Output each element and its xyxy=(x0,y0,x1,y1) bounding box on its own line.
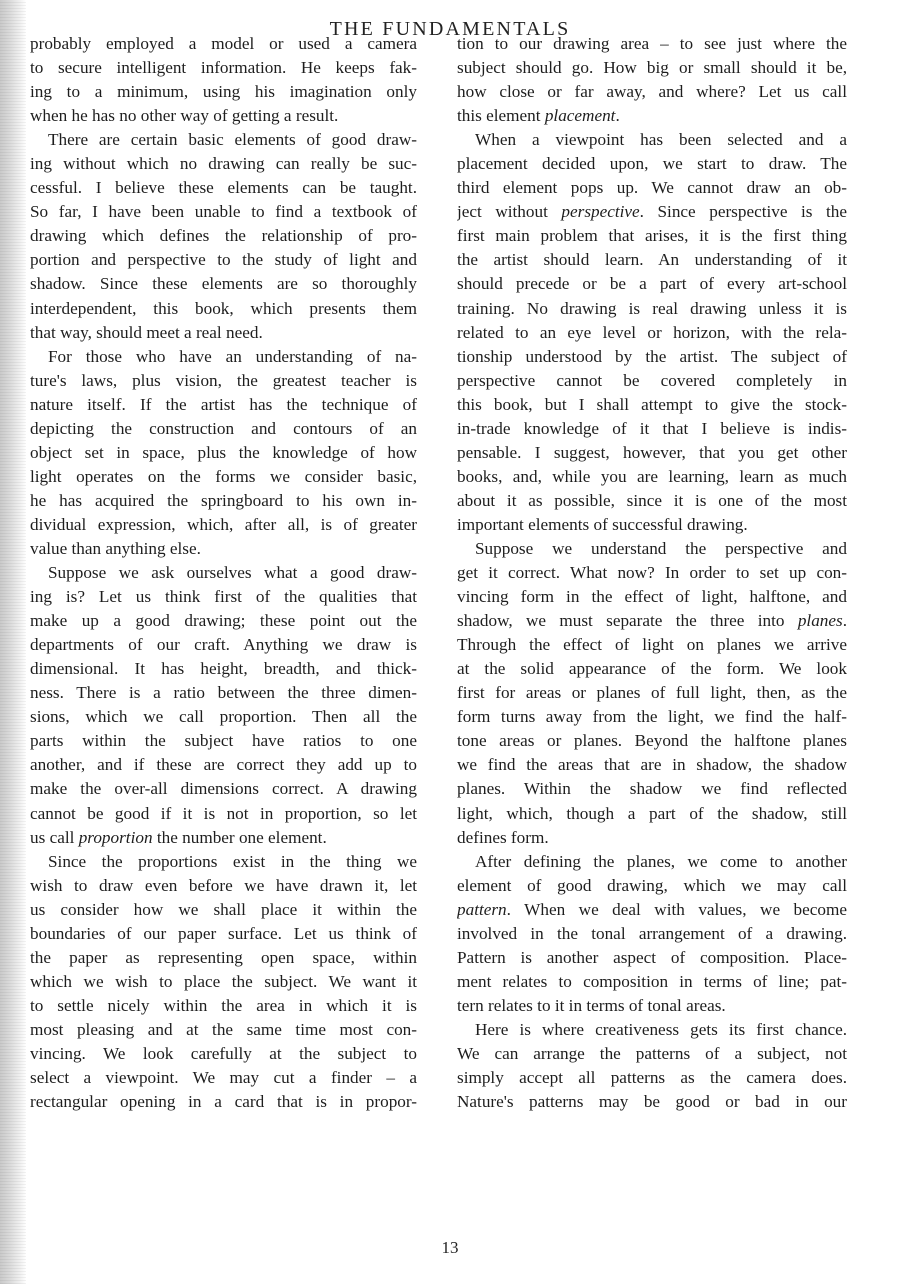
text-line: ing to a minimum, using his imagination only xyxy=(30,82,417,102)
emphasized-term: pattern xyxy=(457,899,507,919)
text-line: get it correct. What now? In order to set up con- xyxy=(457,563,847,583)
text-line: books, and, while you are learning, learn as much xyxy=(457,466,847,486)
text-line: tern relates to it in terms of tonal areas. xyxy=(457,995,726,1015)
emphasized-term: perspective xyxy=(561,202,640,222)
text-line: dimensional. It has height, breadth, and thick- xyxy=(30,659,417,679)
text-line: planes. Within the shadow we find reflected xyxy=(457,779,847,799)
paragraph xyxy=(30,32,417,128)
text-line: Suppose we understand the perspective and xyxy=(475,538,847,558)
text-line: should precede or be a part of every art-school xyxy=(457,274,847,294)
text-line: ness. There is a ratio between the three dimen- xyxy=(30,683,417,703)
text-line: ing without which no drawing can really be suc- xyxy=(30,154,417,174)
text-line: So far, I have been unable to find a textbook of xyxy=(30,202,417,222)
text-line: the paper as representing open space, within xyxy=(30,947,417,967)
text-line: placement decided upon, we start to draw. The xyxy=(457,154,847,174)
emphasized-term: placement xyxy=(544,106,616,126)
text-line: cessful. I believe these elements can be taught. xyxy=(30,178,417,198)
text-line: form turns away from the light, we find the half- xyxy=(457,707,847,727)
text-line: boundaries of our paper surface. Let us think of xyxy=(30,923,417,943)
text-line: make up a good drawing; these point out the xyxy=(30,611,417,631)
page-number: 13 xyxy=(441,1238,459,1257)
left-column xyxy=(30,32,417,1114)
text-line: most pleasing and at the same time most con- xyxy=(30,1019,417,1039)
text-line: this element placement. xyxy=(457,106,620,126)
scan-edge-shading xyxy=(0,0,26,1284)
text-line: departments of our craft. Anything we draw is xyxy=(30,635,417,655)
text-line: Pattern is another aspect of composition. Place- xyxy=(457,947,847,967)
text-line: wish to draw even before we have drawn it, let xyxy=(30,875,417,895)
text-line: us call proportion the number one element. xyxy=(30,827,327,847)
right-column xyxy=(457,32,847,1114)
text-line: this book, but I shall attempt to give the stock- xyxy=(457,394,847,414)
text-line: involved in the tonal arrangement of a drawing. xyxy=(457,923,847,943)
text-line: tion to our drawing area – to see just where the xyxy=(457,34,847,53)
paragraph xyxy=(30,561,417,850)
text-line: pensable. I suggest, however, that you get other xyxy=(457,442,847,462)
text-line: important elements of successful drawing. xyxy=(457,514,748,534)
emphasized-term: planes xyxy=(797,611,843,631)
text-line: ject without perspective. Since perspective is the xyxy=(457,202,847,222)
text-line: interdependent, this book, which presents them xyxy=(30,298,417,318)
text-line: third element pops up. We cannot draw an ob- xyxy=(457,178,847,198)
paragraph xyxy=(30,345,417,561)
text-line: probably employed a model or used a camera xyxy=(30,34,417,53)
text-line: ment relates to composition in terms of line; pat- xyxy=(457,971,847,991)
text-line: value than anything else. xyxy=(30,538,201,558)
running-header: THE FUNDAMENTALS xyxy=(329,18,571,40)
text-line: the artist should learn. An understanding of it xyxy=(457,250,847,270)
text-line: When a viewpoint has been selected and a xyxy=(475,130,847,150)
paragraph xyxy=(457,850,847,1018)
text-line: defines form. xyxy=(457,827,549,847)
text-line: rectangular opening in a card that is in propor- xyxy=(30,1092,417,1112)
paragraph xyxy=(457,537,847,850)
text-line: how close or far away, and where? Let us call xyxy=(457,82,847,102)
text-line: related to an eye level or horizon, with the rela- xyxy=(457,322,847,342)
text-line: when he has no other way of getting a result. xyxy=(30,106,339,126)
text-line: ture's laws, plus vision, the greatest teacher is xyxy=(30,370,417,390)
text-line: select a viewpoint. We may cut a finder – a xyxy=(30,1068,417,1088)
text-line: Nature's patterns may be good or bad in our xyxy=(457,1092,847,1112)
text-line: Since the proportions exist in the thing we xyxy=(48,851,417,871)
text-line: There are certain basic elements of good draw- xyxy=(48,130,417,150)
text-line: first main problem that arises, it is the first thing xyxy=(457,226,847,246)
text-line: tionship understood by the artist. The subject of xyxy=(457,346,847,366)
text-line: depicting the construction and contours of an xyxy=(30,418,417,438)
text-line: We can arrange the patterns of a subject, not xyxy=(457,1043,847,1063)
text-line: simply accept all patterns as the camera does. xyxy=(457,1068,847,1088)
text-line: Through the effect of light on planes we arrive xyxy=(457,635,847,655)
text-line: shadow. Since these elements are so thoroughly xyxy=(30,274,417,294)
text-line: cannot be good if it is not in proportion, so let xyxy=(30,803,417,823)
text-line: that way, should meet a real need. xyxy=(30,322,263,342)
paragraph xyxy=(30,850,417,1115)
text-line: dividual expression, which, after all, is of greater xyxy=(30,514,417,534)
text-line: light, which, though a part of the shadow, still xyxy=(457,803,847,823)
text-line: at the solid appearance of the form. We look xyxy=(457,659,847,679)
text-line: ing is? Let us think first of the qualities that xyxy=(30,587,417,607)
text-line: After defining the planes, we come to another xyxy=(475,851,847,871)
text-line: vincing. We look carefully at the subject to xyxy=(30,1043,417,1063)
text-line: vincing form in the effect of light, halftone, and xyxy=(457,587,847,607)
text-line: us consider how we shall place it within the xyxy=(30,899,417,919)
text-line: perspective cannot be covered completely in xyxy=(457,370,847,390)
text-line: tone areas or planes. Beyond the halftone planes xyxy=(457,731,847,751)
text-line: to settle nicely within the area in which it is xyxy=(30,995,417,1015)
text-line: sions, which we call proportion. Then all the xyxy=(30,707,417,727)
text-line: another, and if these are correct they add up to xyxy=(30,755,417,775)
text-line: in-trade knowledge of it that I believe is indis- xyxy=(457,418,847,438)
emphasized-term: proportion xyxy=(78,827,153,847)
text-line: subject should go. How big or small should it be, xyxy=(457,58,847,78)
text-line: element of good drawing, which we may call xyxy=(457,875,847,895)
paragraph xyxy=(457,1018,847,1114)
text-line: portion and perspective to the study of light and xyxy=(30,250,417,270)
text-line: which we wish to place the subject. We want it xyxy=(30,971,417,991)
text-line: Suppose we ask ourselves what a good draw- xyxy=(48,563,417,583)
text-line: to secure intelligent information. He keeps fak- xyxy=(30,58,417,78)
text-line: Here is where creativeness gets its first chance. xyxy=(475,1019,847,1039)
paragraph xyxy=(457,32,847,128)
text-line: For those who have an understanding of na- xyxy=(48,346,417,366)
text-line: nature itself. If the artist has the technique of xyxy=(30,394,417,414)
text-line: make the over-all dimensions correct. A drawing xyxy=(30,779,417,799)
text-line: drawing which defines the relationship of pro- xyxy=(30,226,417,246)
text-line: object set in space, plus the knowledge of how xyxy=(30,442,417,462)
text-line: light operates on the forms we consider basic, xyxy=(30,466,417,486)
text-line: pattern. When we deal with values, we become xyxy=(457,899,847,919)
text-line: first for areas or planes of full light, then, as the xyxy=(457,683,847,703)
text-line: training. No drawing is real drawing unless it is xyxy=(457,298,847,318)
paragraph xyxy=(457,128,847,537)
text-line: shadow, we must separate the three into planes. xyxy=(457,611,847,631)
text-line: he has acquired the springboard to his own in- xyxy=(30,490,417,510)
text-line: we find the areas that are in shadow, the shadow xyxy=(457,755,847,775)
text-line: parts within the subject have ratios to one xyxy=(30,731,417,751)
paragraph xyxy=(30,128,417,344)
text-line: about it as possible, since it is one of the most xyxy=(457,490,847,510)
